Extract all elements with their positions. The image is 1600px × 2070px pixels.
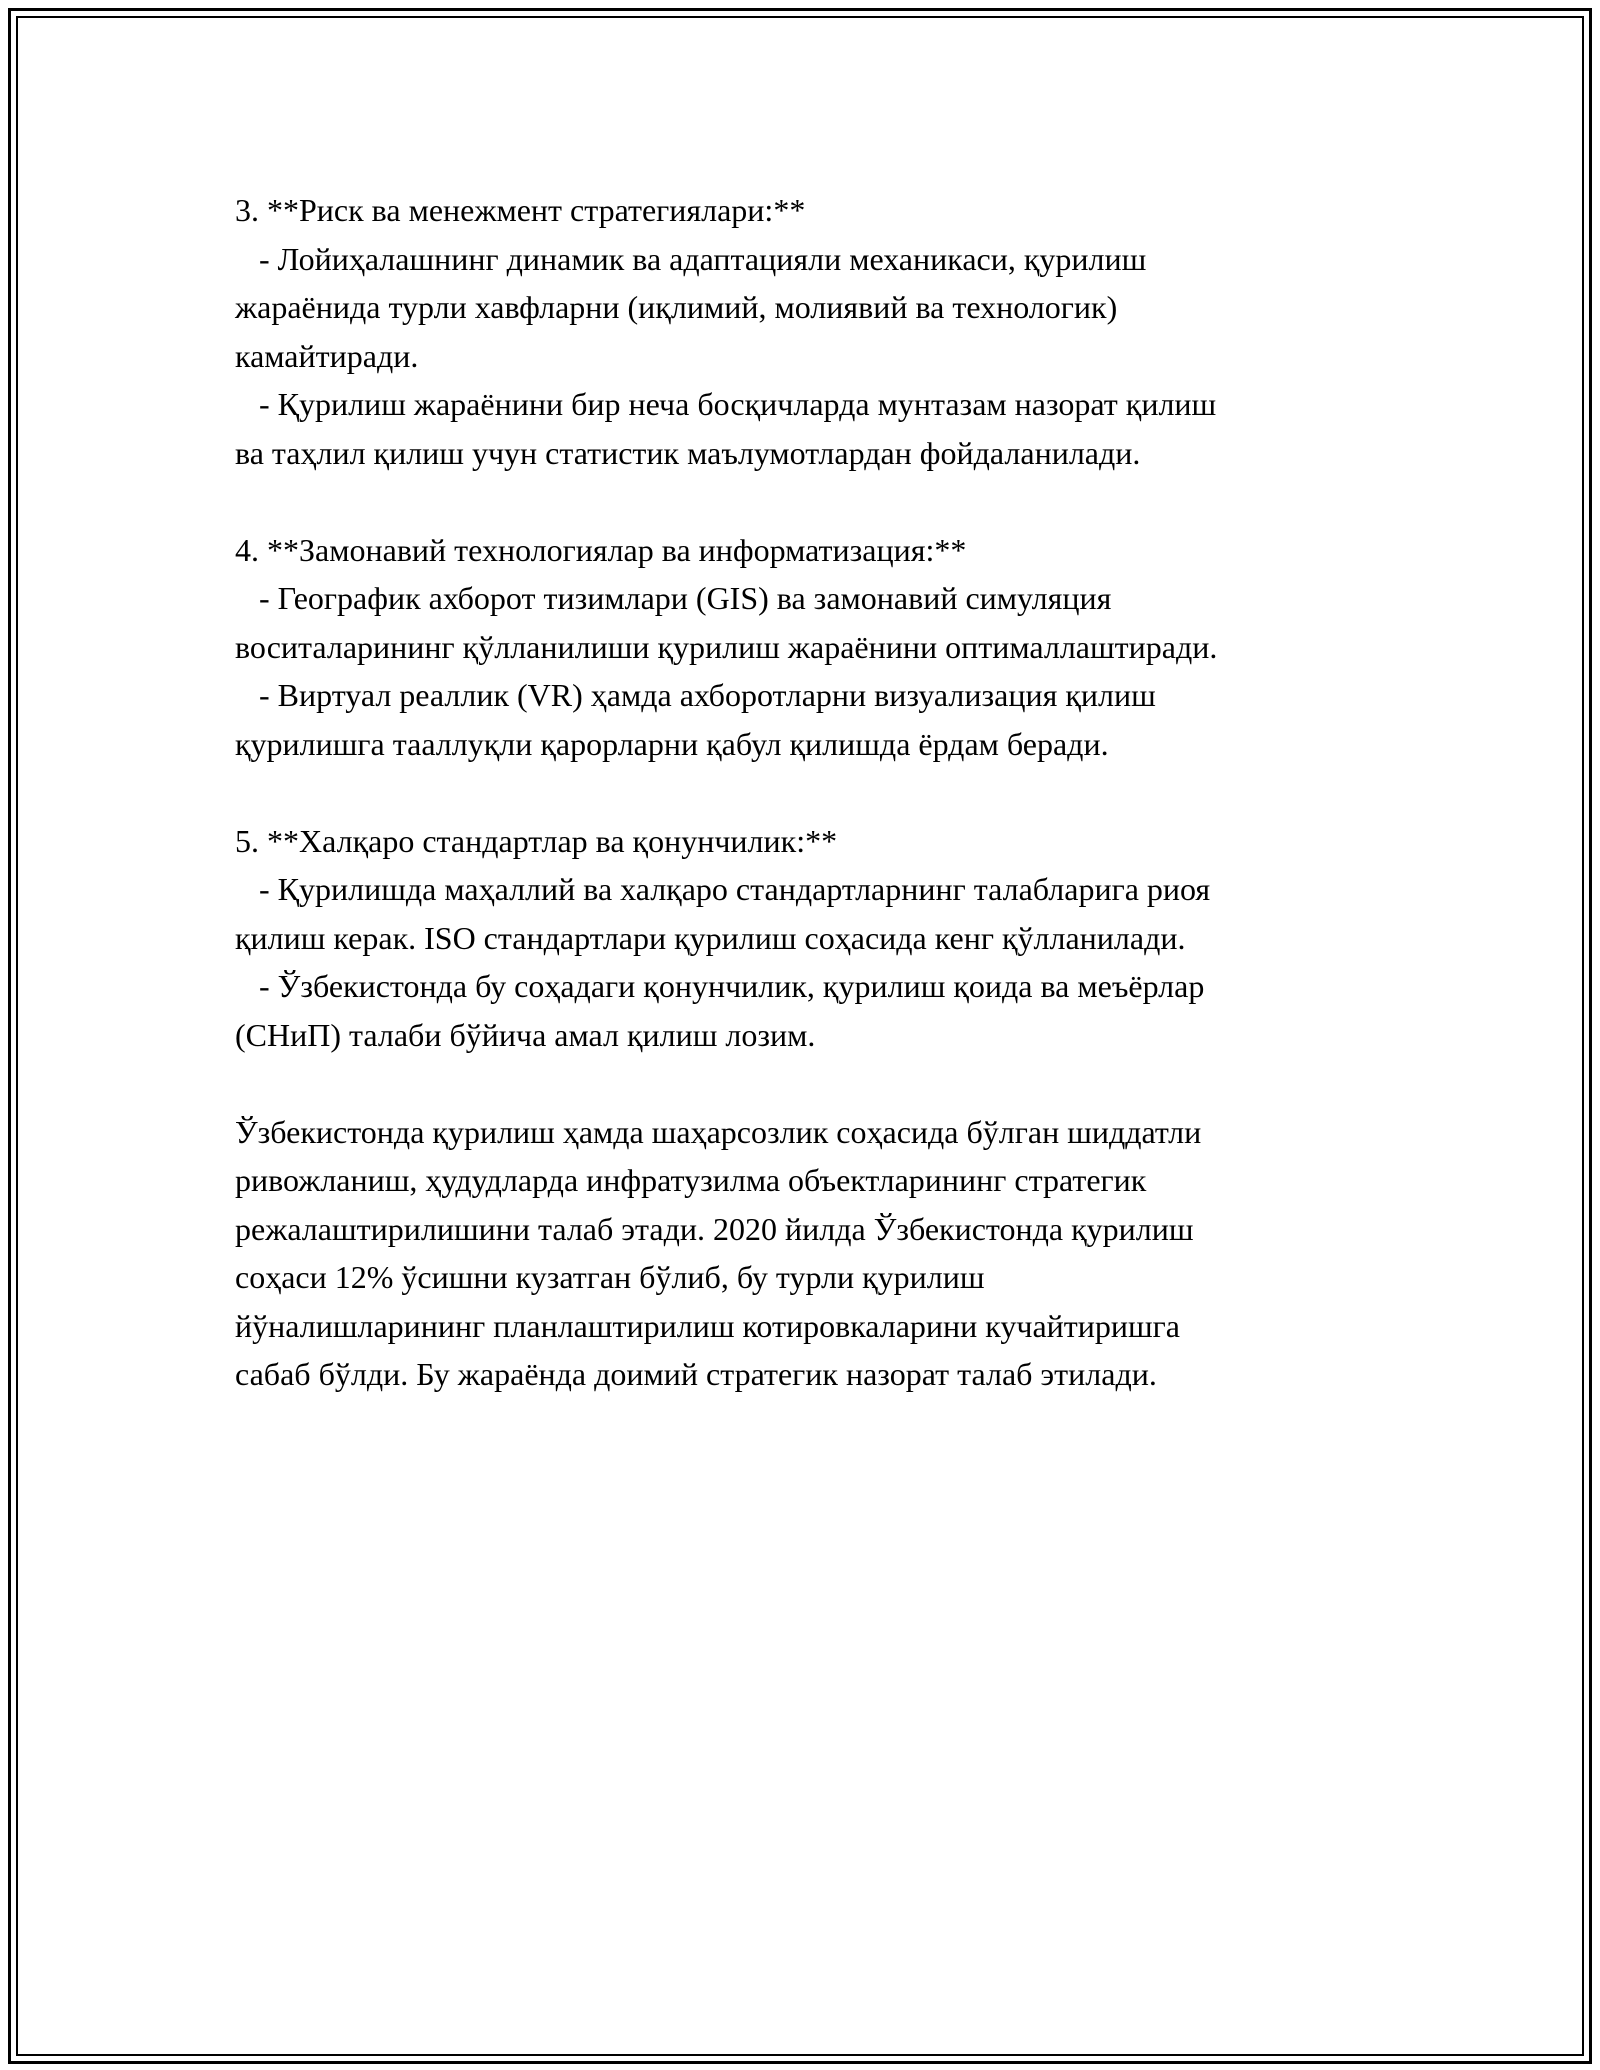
- bullet-line: - Ўзбекистонда бу соҳадаги қонунчилик, қурилиш қоида ва меъёрлар: [235, 968, 1205, 1004]
- paragraph-line: соҳаси 12% ўсишни кузатган бўлиб, бу турли қурилиш: [235, 1259, 985, 1295]
- section-risk-management: [235, 186, 1385, 477]
- section-heading: 5. **Халқаро стандартлар ва қонунчилик:**: [235, 822, 838, 859]
- bullet-line: - Лойиҳалашнинг динамик ва адаптацияли механикаси, қурилиш: [235, 240, 1147, 277]
- bullet-line: ва таҳлил қилиш учун статистик маълумотлардан фойдаланилади.: [235, 434, 1141, 471]
- bullet-line: - Географик ахборот тизимлари (GIS) ва замонавий симуляция: [235, 580, 1112, 616]
- closing-paragraph: [235, 1108, 1385, 1399]
- bullet-line: камайтиради.: [235, 337, 419, 374]
- paragraph-line: режалаштирилишини талаб этади. 2020 йилда Ўзбекистонда қурилиш: [235, 1210, 1194, 1247]
- section-heading: 4. **Замонавий технологиялар ва информатизация:**: [235, 531, 967, 568]
- bullet-line: - Қурилишда маҳаллий ва халқаро стандартларнинг талабларига риоя: [235, 871, 1211, 907]
- section-international-standards: [235, 817, 1385, 1060]
- bullet-line: қилиш керак. ISO стандартлари қурилиш соҳасида кенг қўлланилади.: [235, 919, 1186, 956]
- document-body: [235, 186, 1385, 1447]
- bullet-line: (СНиП) талаби бўйича амал қилиш лозим.: [235, 1016, 816, 1053]
- paragraph-line: сабаб бўлди. Бу жараёнда доимий стратегик назорат талаб этилади.: [235, 1356, 1157, 1392]
- paragraph-line: ривожланиш, ҳудудларда инфратузилма объектларининг стратегик: [235, 1162, 1147, 1198]
- paragraph-line: Ўзбекистонда қурилиш ҳамда шаҳарсозлик соҳасида бўлган шиддатли: [235, 1113, 1202, 1150]
- bullet-line: воситаларининг қўлланилиши қурилиш жараёнини оптималлаштиради.: [235, 628, 1218, 665]
- section-heading: 3. **Риск ва менежмент стратегиялари:**: [235, 192, 806, 228]
- bullet-line: қурилишга тааллуқли қарорларни қабул қилишда ёрдам беради.: [235, 725, 1109, 762]
- section-modern-technologies: [235, 526, 1385, 769]
- bullet-line: - Виртуал реаллик (VR) ҳамда ахборотларни визуализация қилиш: [235, 677, 1156, 713]
- bullet-line: - Қурилиш жараёнини бир неча босқичларда мунтазам назорат қилиш: [235, 386, 1217, 422]
- paragraph-line: йўналишларининг планлаштирилиш котировкаларини кучайтиришга: [235, 1307, 1180, 1344]
- bullet-line: жараёнида турли хавфларни (иқлимий, молиявий ва технологик): [235, 289, 1118, 325]
